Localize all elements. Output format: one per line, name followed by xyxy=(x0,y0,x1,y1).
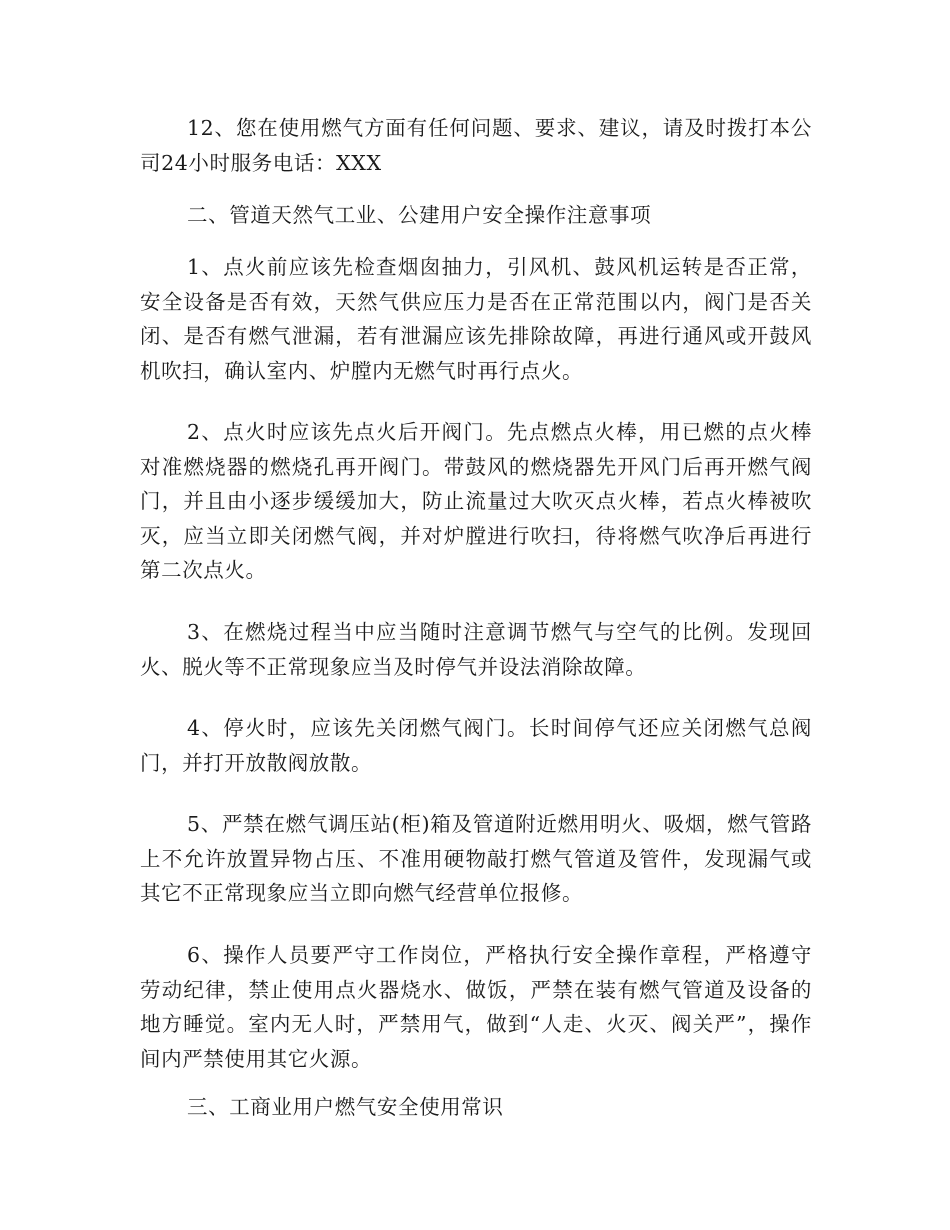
paragraph-item-4-shutdown: 4、停火时，应该先关闭燃气阀门。长时间停气还应关闭燃气总阀门，并打开放散阀放散。 xyxy=(140,716,812,775)
paragraph-item-3-combustion-ratio: 3、在燃烧过程当中应当随时注意调节燃气与空气的比例。发现回火、脱火等不正常现象应当及时停气并设法消除故障。 xyxy=(140,620,812,679)
paragraph-item-5-prohibitions: 5、严禁在燃气调压站(柜)箱及管道附近燃用明火、吸烟，燃气管路上不允许放置异物占压、不准用硬物敲打燃气管道及管件，发现漏气或其它不正常现象应当立即向燃气经营单位报修。 xyxy=(140,812,812,906)
section-heading-industrial-safety: 二、管道天然气工业、公建用户安全操作注意事项 xyxy=(187,203,652,227)
paragraph-item-6-operator-rules: 6、操作人员要严守工作岗位，严格执行安全操作章程，严格遵守劳动纪律，禁止使用点火器烧水、做饭，严禁在装有燃气管道及设备的地方睡觉。室内无人时，严禁用气，做到“人走、火灭、阀关严”，操作间内严禁使用其它火源。 xyxy=(140,943,812,1071)
paragraph-item-2-ignition-procedure: 2、点火时应该先点火后开阀门。先点燃点火棒，用已燃的点火棒对准燃烧器的燃烧孔再开阀门。带鼓风的燃烧器先开风门后再开燃气阀门，并且由小逐步缓缓加大，防止流量过大吹灭点火棒，若点火棒被吹灭，应当立即关闭燃气阀，并对炉膛进行吹扫，待将燃气吹净后再进行第二次点火。 xyxy=(140,420,812,583)
section-heading-commercial-safety: 三、工商业用户燃气安全使用常识 xyxy=(187,1095,504,1119)
paragraph-service-hotline: 12、您在使用燃气方面有任何问题、要求、建议，请及时拨打本公司24小时服务电话：XXX xyxy=(140,116,812,175)
paragraph-item-1-ignition-check: 1、点火前应该先检查烟囱抽力，引风机、鼓风机运转是否正常，安全设备是否有效，天然气供应压力是否在正常范围以内，阀门是否关闭、是否有燃气泄漏，若有泄漏应该先排除故障，再进行通风或开鼓风机吹扫，确认室内、炉膛内无燃气时再行点火。 xyxy=(140,255,812,383)
